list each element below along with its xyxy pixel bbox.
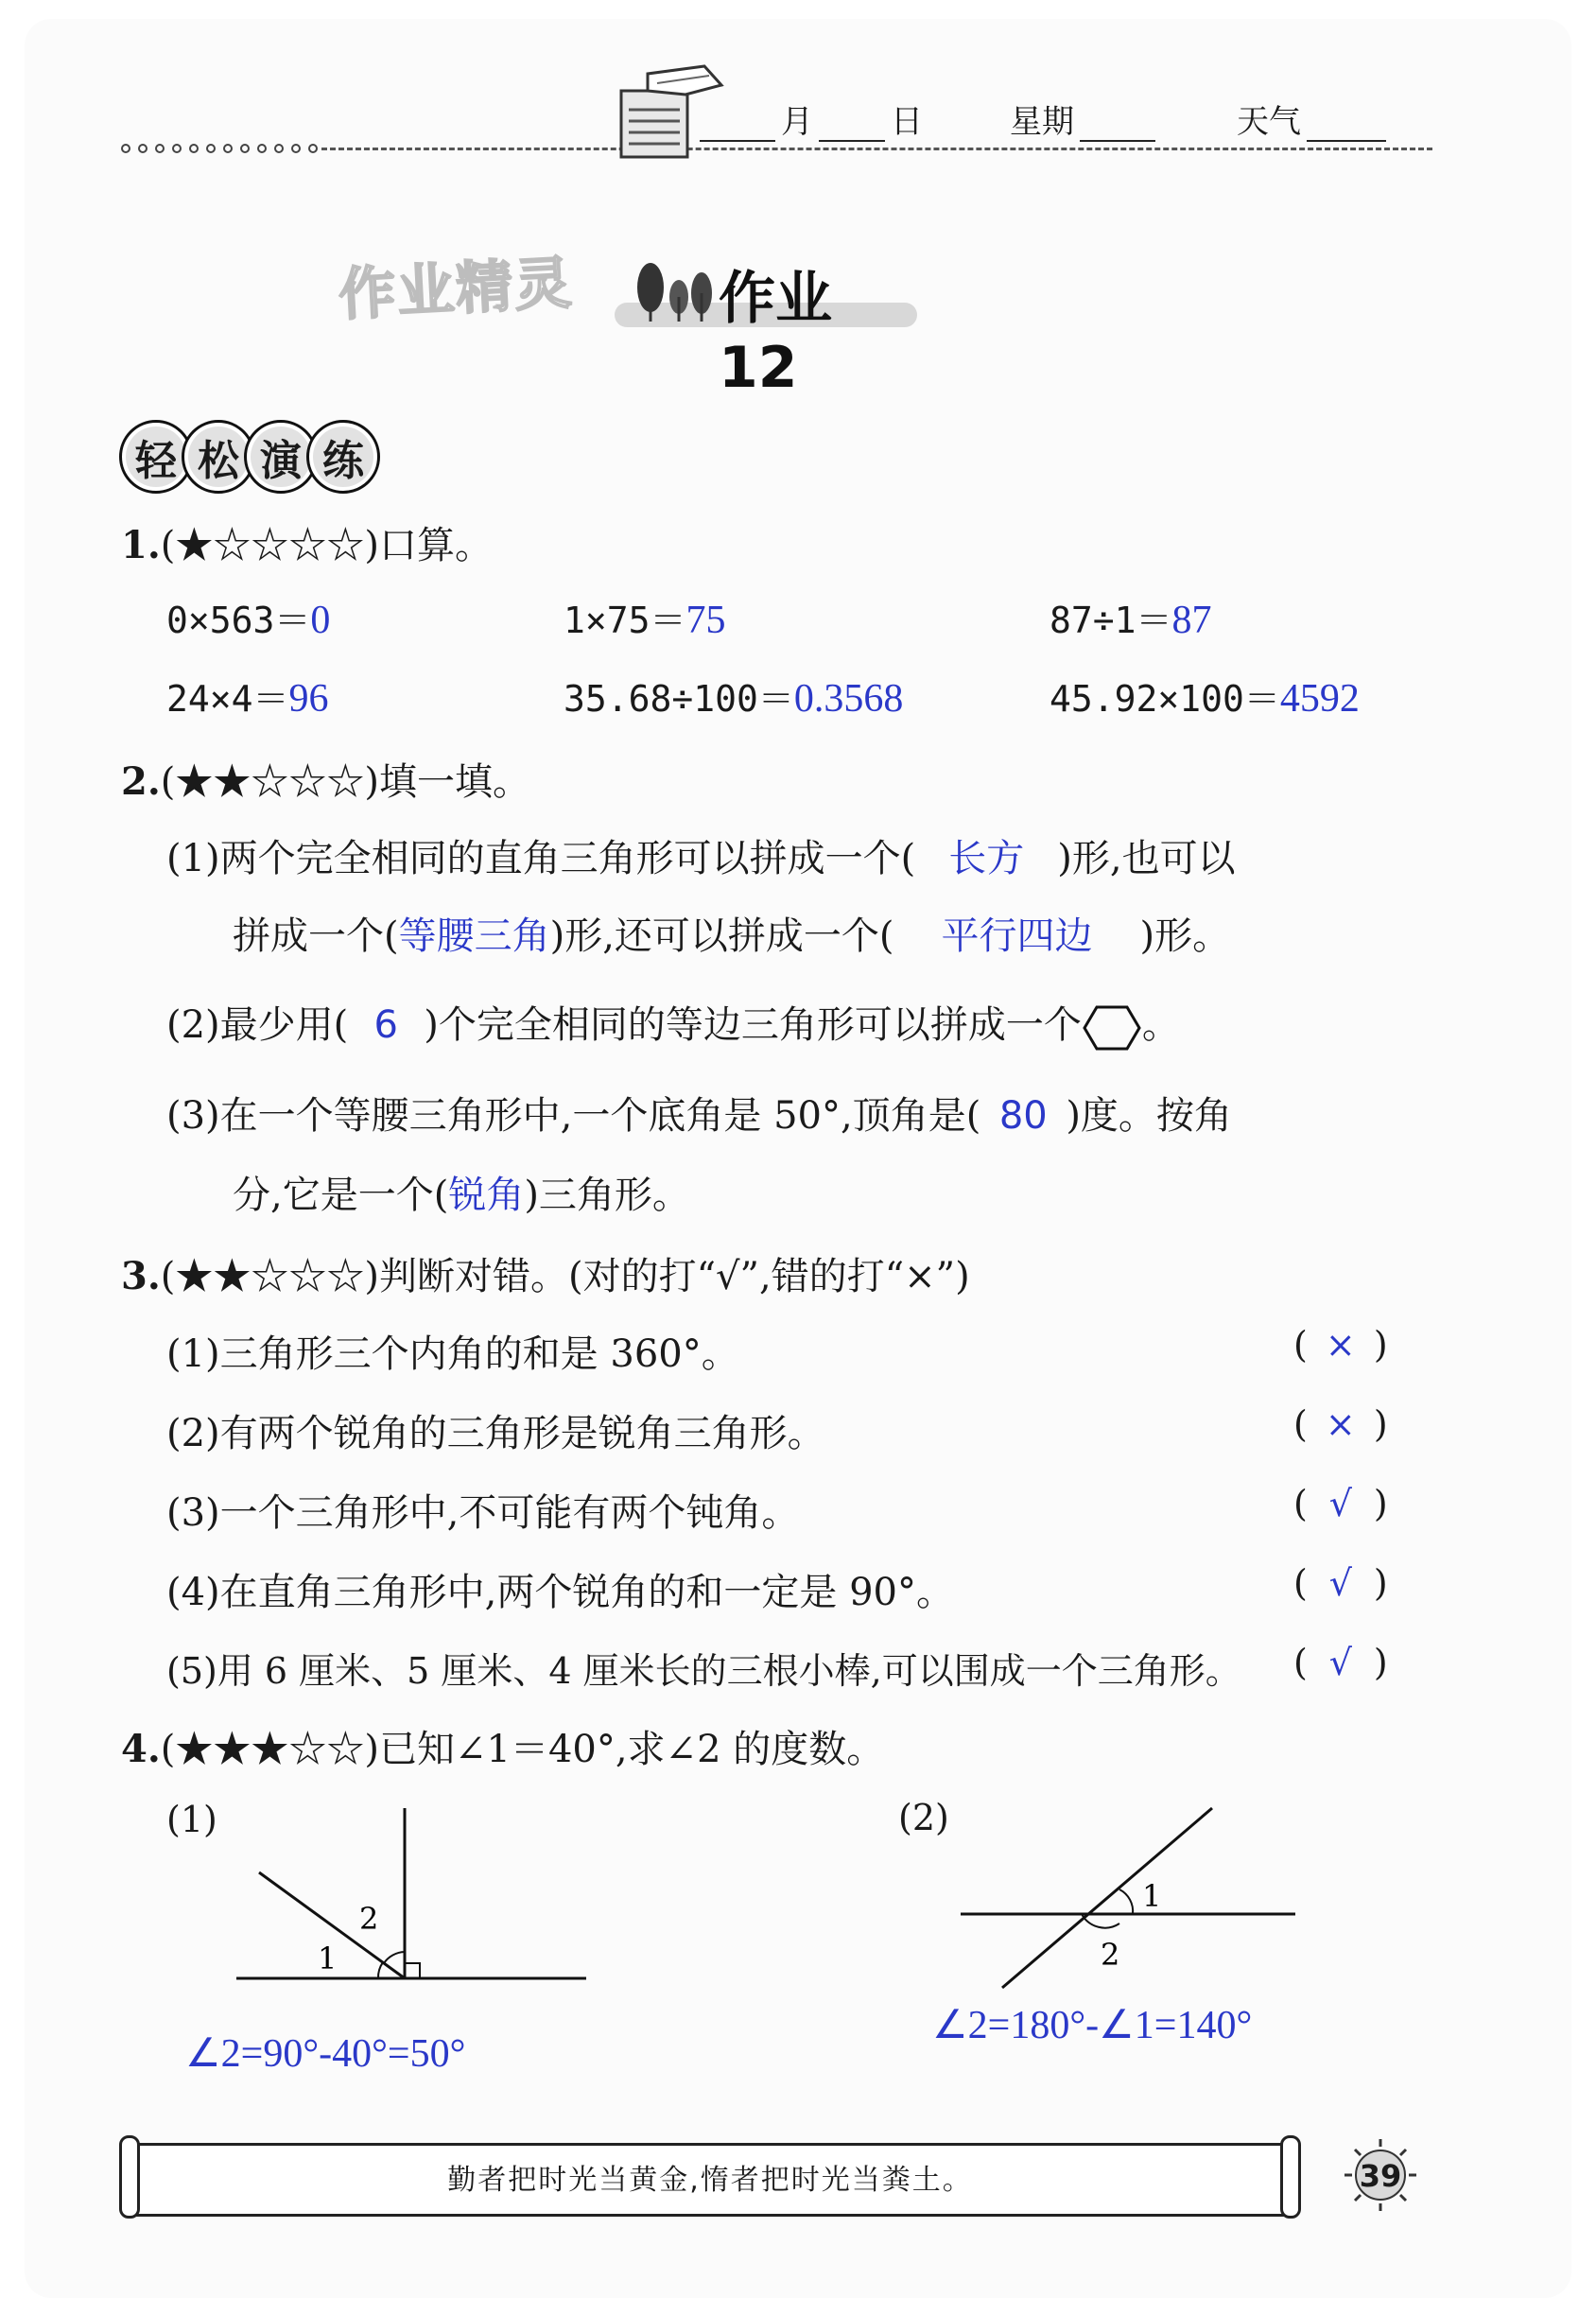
fill-text: (1)两个完全相同的直角三角形可以拼成一个(	[166, 837, 916, 880]
question-number: 4.	[121, 1727, 161, 1771]
date-fields	[700, 95, 1437, 142]
month-label: 月	[781, 103, 813, 141]
paren: (	[1293, 1642, 1308, 1683]
difficulty-stars: (★☆☆☆☆)	[160, 524, 379, 567]
calc-item	[1050, 670, 1360, 722]
calc-expression: 35.68÷100＝	[564, 678, 794, 720]
badge-char: 轻	[119, 420, 193, 494]
page-number-badge	[1343, 2137, 1418, 2213]
judge-mark: ×	[1325, 1403, 1356, 1445]
question-number: 2.	[121, 759, 161, 804]
paren: )	[1373, 1642, 1388, 1683]
judge-statement: (4)在直角三角形中,两个锐角的和一定是 90°。	[166, 1571, 954, 1614]
judge-statement: (3)一个三角形中,不可能有两个钝角。	[166, 1491, 800, 1535]
trees-icon	[632, 259, 717, 325]
judge-answer-box	[1293, 1562, 1388, 1604]
judge-answer-box	[1293, 1483, 1388, 1524]
angle-1-label: 1	[318, 1941, 338, 1976]
fill-answer: 长方	[948, 837, 1025, 880]
angle-2-label: 2	[1101, 1937, 1120, 1973]
paren: )	[1373, 1403, 1388, 1445]
day-blank[interactable]	[819, 106, 885, 142]
weekday-label: 星期	[1010, 103, 1074, 141]
title-text: 作业 12	[719, 266, 832, 401]
calc-answer: 96	[288, 677, 329, 721]
fill-text: )形,也可以	[1057, 837, 1236, 880]
question-2-heading	[121, 752, 530, 806]
paren: (	[1293, 1483, 1308, 1524]
fill-text: (3)在一个等腰三角形中,一个底角是 50°,顶角是(	[166, 1094, 981, 1138]
fill-text: )形,还可以拼成一个(	[549, 914, 894, 958]
weather-blank[interactable]	[1307, 106, 1386, 142]
weather-label: 天气	[1237, 103, 1301, 141]
paren: )	[1373, 1483, 1388, 1524]
calc-item	[166, 591, 330, 643]
question-prompt: 判断对错。(对的打“√”,错的打“×”)	[378, 1255, 970, 1298]
calc-expression: 1×75＝	[564, 600, 686, 641]
paren: )	[1373, 1562, 1388, 1604]
calc-answer: 0	[310, 599, 331, 642]
paren: (	[1293, 1324, 1308, 1366]
weekday-blank[interactable]	[1080, 106, 1155, 142]
question-prompt: 填一填。	[378, 760, 530, 804]
figure-1-label: (1)	[166, 1799, 217, 1840]
judge-answer-box	[1293, 1324, 1388, 1366]
calc-item	[1050, 591, 1212, 643]
difficulty-stars: (★★☆☆☆)	[160, 760, 379, 804]
fill-item-2	[166, 995, 1180, 1052]
fill-text: )形。	[1139, 914, 1231, 958]
question-prompt: 口算。	[378, 524, 493, 567]
fill-answer: 平行四边	[941, 914, 1093, 958]
fill-text: )度。按角	[1066, 1094, 1232, 1138]
page-number: 39	[1359, 2158, 1402, 2194]
angle-figure-2	[955, 1797, 1314, 2005]
fill-text: 分,它是一个(	[233, 1174, 449, 1217]
calc-expression: 45.92×100＝	[1050, 678, 1280, 720]
header	[113, 38, 1428, 161]
footer-motto: 勤者把时光当黄金,惰者把时光当粪土。	[447, 2164, 973, 2197]
calc-item	[564, 670, 903, 722]
calc-answer: 75	[685, 599, 726, 642]
calc-answer: 87	[1171, 599, 1212, 642]
paren: )	[1373, 1324, 1388, 1366]
fill-answer: 锐角	[448, 1174, 525, 1217]
paren: (	[1293, 1403, 1308, 1445]
question-4-heading	[121, 1719, 884, 1773]
judge-statement: (5)用 6 厘米、5 厘米、4 厘米长的三根小棒,可以围成一个三角形。	[166, 1650, 1241, 1692]
judge-mark: ×	[1325, 1324, 1356, 1366]
fill-answer: 等腰三角	[398, 914, 550, 958]
judge-answer-box	[1293, 1642, 1388, 1683]
badge-char: 练	[306, 420, 380, 494]
judge-answer-box	[1293, 1403, 1388, 1445]
difficulty-stars: (★★☆☆☆)	[160, 1255, 379, 1298]
judge-mark: √	[1328, 1483, 1352, 1524]
fill-answer: 6	[373, 1003, 398, 1047]
fill-item-1-line-2	[233, 906, 1230, 960]
question-3-heading	[121, 1246, 970, 1300]
badge-char: 演	[244, 420, 318, 494]
section-badge	[119, 420, 369, 494]
day-label: 日	[891, 103, 923, 141]
month-blank[interactable]	[700, 106, 775, 142]
angle-1-label: 1	[1142, 1878, 1162, 1914]
paren: (	[1293, 1562, 1308, 1604]
judge-mark: √	[1328, 1562, 1352, 1604]
watermark-logo: 作业精灵	[337, 250, 575, 329]
fill-text: (2)最少用(	[166, 1003, 349, 1047]
calc-item	[166, 670, 329, 722]
angle-figure-1	[227, 1797, 596, 2005]
header-dots	[121, 144, 318, 153]
fill-item-1-line-1	[166, 828, 1236, 882]
fill-text: )三角形。	[524, 1174, 690, 1217]
fill-answer: 80	[998, 1094, 1048, 1138]
judge-statement: (2)有两个锐角的三角形是锐角三角形。	[166, 1412, 825, 1455]
calc-expression: 87÷1＝	[1050, 600, 1172, 641]
header-divider	[321, 148, 1432, 150]
answer-figure-2: ∠2=180°-∠1=140°	[932, 2004, 1253, 2047]
badge-char: 松	[182, 420, 255, 494]
calc-expression: 0×563＝	[166, 600, 311, 641]
difficulty-stars: (★★★☆☆)	[160, 1728, 379, 1771]
judge-statement: (1)三角形三个内角的和是 360°。	[166, 1332, 739, 1376]
question-number: 1.	[121, 523, 161, 567]
calc-answer: 4592	[1279, 677, 1360, 721]
calc-answer: 0.3568	[793, 677, 904, 721]
figure-2-label: (2)	[898, 1797, 949, 1838]
question-prompt: 已知∠1＝40°,求∠2 的度数。	[378, 1728, 885, 1771]
answer-figure-1: ∠2=90°-40°=50°	[185, 2032, 466, 2076]
angle-2-label: 2	[359, 1901, 379, 1937]
fill-item-3-line-2	[233, 1165, 690, 1219]
fill-text: )个完全相同的等边三角形可以拼成一个	[424, 1003, 1082, 1047]
question-1-heading	[121, 515, 493, 569]
hexagon-icon	[1082, 1004, 1142, 1052]
assignment-title	[615, 248, 917, 401]
fill-item-3-line-1	[166, 1086, 1232, 1140]
fill-text: 拼成一个(	[233, 914, 399, 958]
fill-text: 。	[1141, 1003, 1180, 1047]
calc-item	[564, 591, 726, 643]
judge-mark: √	[1328, 1642, 1352, 1683]
question-number: 3.	[121, 1254, 161, 1298]
calc-expression: 24×4＝	[166, 678, 289, 720]
footer-scroll	[119, 2135, 1301, 2219]
